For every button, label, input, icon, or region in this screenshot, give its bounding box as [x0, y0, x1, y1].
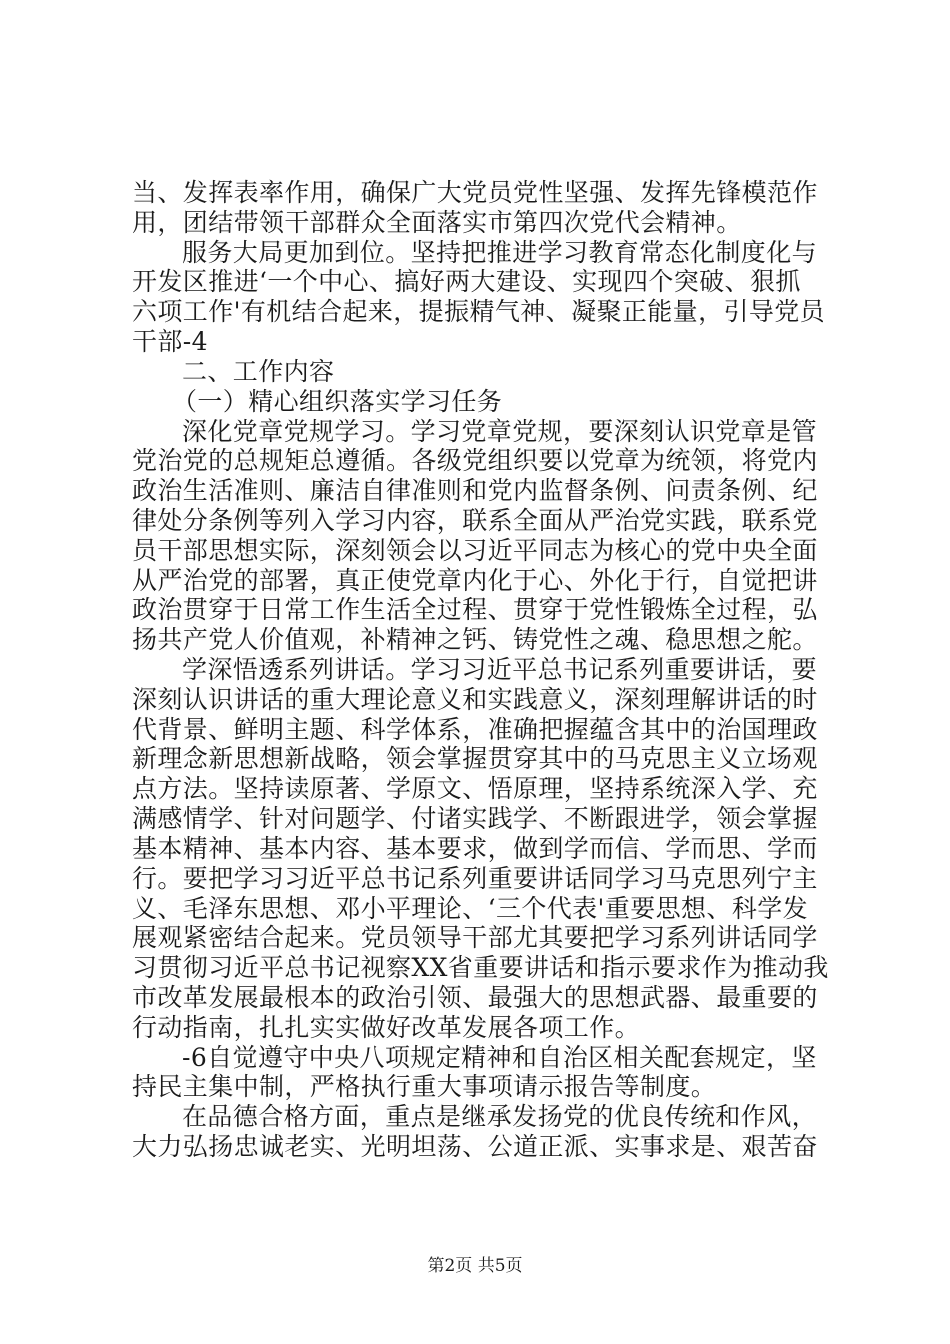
body-text-line: 服务大局更加到位。坚持把推进学习教育常态化制度化与 — [182, 238, 818, 267]
body-text-line: 当、发挥表率作用，确保广大党员党性坚强、发挥先锋模范作 — [132, 178, 818, 207]
body-text-line: 学深悟透系列讲话。学习习近平总书记系列重要讲话，要 — [182, 655, 818, 684]
body-text-line: 满感情学、针对问题学、付诸实践学、不断跟进学，领会掌握 — [132, 804, 818, 833]
body-text-line: 持民主集中制，严格执行重大事项请示报告等制度。 — [132, 1072, 717, 1101]
body-text-line: 义、毛泽东思想、邓小平理论、‘三个代表'重要思想、科学发 — [132, 894, 809, 923]
body-text-line: 市改革发展最根本的政治引领、最强大的思想武器、最重要的 — [132, 983, 818, 1012]
body-text-line: 代背景、鲜明主题、科学体系，准确把握蕴含其中的治国理政 — [132, 715, 818, 744]
body-text-line: 员干部思想实际，深刻领会以习近平同志为核心的党中央全面 — [132, 536, 818, 565]
body-text-line: 点方法。坚持读原著、学原文、悟原理，坚持系统深入学、充 — [132, 774, 818, 803]
body-text-line: -6自觉遵守中央八项规定精神和自治区相关配套规定，坚 — [182, 1043, 817, 1072]
body-text-line: 律处分条例等列入学习内容，联系全面从严治党实践，联系党 — [132, 506, 818, 535]
body-text-line: 干部-4 — [132, 327, 208, 356]
body-text-line: 新理念新思想新战略，领会掌握贯穿其中的马克思主义立场观 — [132, 744, 818, 773]
body-text-line: 用，团结带领干部群众全面落实市第四次党代会精神。 — [132, 208, 742, 237]
body-text-line: 大力弘扬忠诚老实、光明坦荡、公道正派、实事求是、艰苦奋 — [132, 1132, 818, 1161]
body-text-line: 行。要把学习习近平总书记系列重要讲话同学习马克思列宁主 — [132, 864, 818, 893]
body-text-line: 政治生活准则、廉洁自律准则和党内监督条例、问责条例、纪 — [132, 476, 818, 505]
body-text-line: 在品德合格方面，重点是继承发扬党的优良传统和作风， — [182, 1102, 818, 1131]
body-text-line: 基本精神、基本内容、基本要求，做到学而信、学而思、学而 — [132, 834, 818, 863]
body-text-line: 从严治党的部署，真正使党章内化于心、外化于行，自觉把讲 — [132, 566, 818, 595]
body-text-line: 六项工作'有机结合起来，提振精气神、凝聚正能量，引导党员 — [132, 297, 826, 326]
body-text-line: 政治贯穿于日常工作生活全过程、贯穿于党性锻炼全过程，弘 — [132, 595, 818, 624]
page-number-footer: 第2页 共5页 — [427, 1256, 523, 1276]
section-heading: 二、工作内容 — [182, 357, 335, 386]
body-text-line: 行动指南，扎扎实实做好改革发展各项工作。 — [132, 1013, 641, 1042]
body-text-line: 开发区推进‘一个中心、搞好两大建设、实现四个突破、狠抓 — [132, 267, 801, 296]
body-text-line: 深刻认识讲话的重大理论意义和实践意义，深刻理解讲话的时 — [132, 685, 818, 714]
body-text-line: 党治党的总规矩总遵循。各级党组织要以党章为统领，将党内 — [132, 446, 818, 475]
body-text-line: 展观紧密结合起来。党员领导干部尤其要把学习系列讲话同学 — [132, 923, 818, 952]
subsection-heading: （一）精心组织落实学习任务 — [172, 387, 503, 416]
body-text-line: 深化党章党规学习。学习党章党规，要深刻认识党章是管 — [182, 417, 818, 446]
body-text-line: 扬共产党人价值观，补精神之钙、铸党性之魂、稳思想之舵。 — [132, 625, 818, 654]
body-text-line: 习贯彻习近平总书记视察XX省重要讲话和指示要求作为推动我 — [132, 953, 829, 982]
